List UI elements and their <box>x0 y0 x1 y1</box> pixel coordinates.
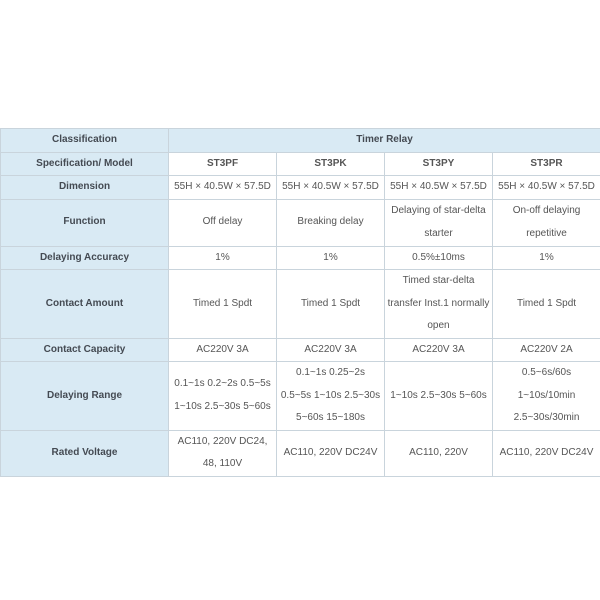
cell-text-line: 0.1~1s 0.25~2s <box>296 367 365 378</box>
spec-value-cell <box>169 246 277 270</box>
spec-value-cell <box>169 199 277 246</box>
cell-text-line: Off delay <box>202 216 243 228</box>
cell-text-line: 1% <box>323 251 338 263</box>
row-label: Delaying Accuracy <box>1 246 169 270</box>
spec-value-cell <box>277 199 385 246</box>
cell-text-line: 1~10s/10min <box>517 389 576 401</box>
timer-relay-group-header: Timer Relay <box>169 129 600 153</box>
cell-text-line: 55H × 40.5W × 57.5D <box>282 181 379 192</box>
cell-text-line: AC110, 220V DC24V <box>499 446 594 458</box>
cell-text-line: Delaying of star-delta <box>391 205 486 216</box>
classification-header: Classification <box>1 129 169 153</box>
cell-text-line: ST3PF <box>206 157 239 169</box>
spec-value-cell <box>277 176 385 200</box>
cell-text-line: ST3PR <box>530 157 563 169</box>
spec-row <box>1 362 600 431</box>
row-label: Contact Capacity <box>1 338 169 362</box>
cell-text-line: Timed 1 Spdt <box>516 297 577 309</box>
row-label: Contact Amount <box>1 270 169 339</box>
cell-text-line: 48, 110V <box>202 458 243 469</box>
model-name-cell <box>385 152 493 176</box>
model-name-cell <box>277 152 385 176</box>
cell-text-line: 0.5~6s/60s <box>521 367 572 378</box>
spec-value-cell <box>493 199 600 246</box>
spec-row <box>1 430 600 476</box>
spec-row <box>1 152 600 176</box>
row-label: Function <box>1 199 169 246</box>
spec-table-body <box>1 129 600 477</box>
spec-value-cell <box>277 430 385 476</box>
cell-text-line: 55H × 40.5W × 57.5D <box>174 181 271 192</box>
cell-text-line: AC220V 3A <box>412 343 465 355</box>
model-name-cell <box>169 152 277 176</box>
cell-text-line: AC110, 220V DC24, <box>177 435 268 447</box>
cell-text-line: AC220V 2A <box>520 343 573 355</box>
spec-row <box>1 338 600 362</box>
spec-row <box>1 199 600 246</box>
timer-relay-spec-table <box>0 128 600 477</box>
spec-value-cell <box>493 270 600 339</box>
cell-text-line: 1% <box>539 251 554 263</box>
cell-text-line: 55H × 40.5W × 57.5D <box>390 181 487 192</box>
cell-text-line: 0.5~5s 1~10s 2.5~30s <box>280 389 381 401</box>
cell-text-line: 55H × 40.5W × 57.5D <box>498 181 595 192</box>
spec-value-cell <box>385 338 493 362</box>
spec-row <box>1 270 600 339</box>
cell-text-line: ST3PY <box>422 157 455 169</box>
spec-value-cell <box>385 199 493 246</box>
cell-text-line: AC110, 220V <box>409 446 468 458</box>
cell-text-line: 1~10s 2.5~30s 5~60s <box>174 400 271 412</box>
cell-text-line: AC110, 220V DC24V <box>283 446 378 458</box>
cell-text-line: AC220V 3A <box>196 343 249 355</box>
spec-value-cell <box>493 430 600 476</box>
cell-text-line: Timed star-delta <box>402 275 475 286</box>
cell-text-line: Timed 1 Spdt <box>300 297 361 309</box>
spec-value-cell <box>493 362 600 431</box>
cell-text-line: 1% <box>215 251 230 263</box>
cell-text-line: 1~10s 2.5~30s 5~60s <box>390 389 487 401</box>
cell-text-line: 0.5%±10ms <box>412 251 465 263</box>
spec-value-cell <box>385 246 493 270</box>
spec-value-cell <box>493 338 600 362</box>
cell-text-line: starter <box>424 227 453 239</box>
spec-value-cell <box>169 362 277 431</box>
spec-row <box>1 176 600 200</box>
cell-text-line: repetitive <box>526 227 567 239</box>
cell-text-line: transfer Inst.1 normally <box>387 297 490 309</box>
cell-text-line: 0.1~1s 0.2~2s 0.5~5s <box>174 378 271 390</box>
row-label: Delaying Range <box>1 362 169 431</box>
spec-value-cell <box>277 246 385 270</box>
spec-value-cell <box>385 176 493 200</box>
row-label: Specification/ Model <box>1 152 169 176</box>
spec-value-cell <box>493 176 600 200</box>
spec-value-cell <box>385 362 493 431</box>
spec-value-cell <box>277 338 385 362</box>
spec-value-cell <box>169 270 277 339</box>
spec-value-cell <box>277 270 385 339</box>
spec-value-cell <box>169 430 277 476</box>
spec-value-cell <box>169 176 277 200</box>
spec-value-cell <box>385 430 493 476</box>
spec-value-cell <box>277 362 385 431</box>
model-name-cell <box>493 152 600 176</box>
row-label: Rated Voltage <box>1 430 169 476</box>
cell-text-line: ST3PK <box>314 157 347 169</box>
spec-value-cell <box>169 338 277 362</box>
cell-text-line: 2.5~30s/30min <box>513 412 580 423</box>
cell-text-line: 5~60s 15~180s <box>296 412 365 423</box>
cell-text-line: open <box>427 320 450 331</box>
spec-value-cell <box>493 246 600 270</box>
row-label: Dimension <box>1 176 169 200</box>
cell-text-line: AC220V 3A <box>304 343 357 355</box>
spec-row <box>1 246 600 270</box>
classification-row <box>1 129 600 153</box>
spec-value-cell <box>385 270 493 339</box>
cell-text-line: On-off delaying <box>512 205 581 216</box>
cell-text-line: Timed 1 Spdt <box>192 297 253 309</box>
cell-text-line: Breaking delay <box>297 216 364 228</box>
